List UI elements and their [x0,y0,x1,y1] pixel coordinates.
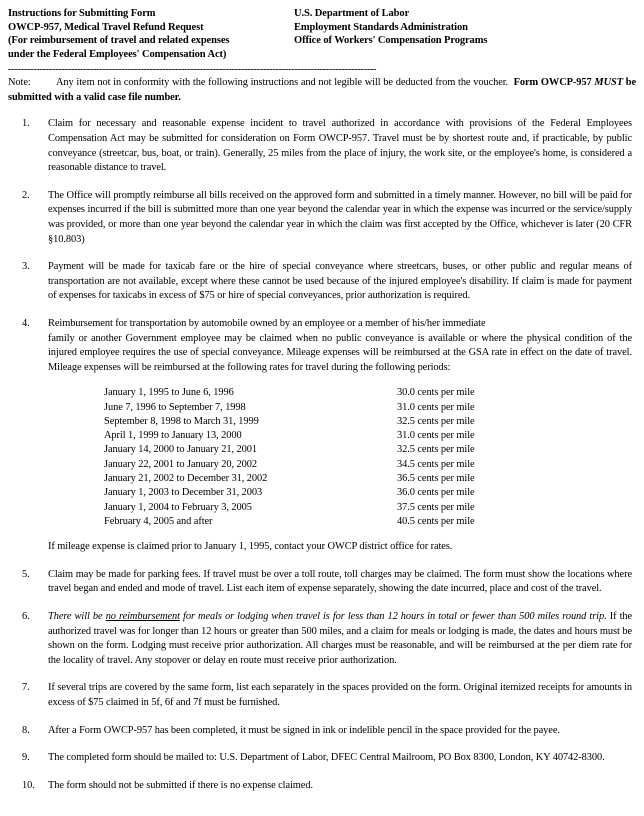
note-period: . [178,91,181,103]
rate-value: 32.5 cents per mile [397,444,475,456]
item-text-2: The Office will promptly reimburse all bills received on the approved form and submitted in a timely manner. However, no bill will be paid for expenses incurred if the bill is submitted more than one year beyond the calendar year in which the expense was incurred or the service/supply was provided, or more than one year beyond the calendar year in which the claim was first accepted by the Office, whichever is later (20 CFR §10.803) [48,189,632,245]
item-text-7: If several trips are covered by the same form, list each separately in the spaces provided on the form. Original itemized receipts for amounts in excess of $75 claimed in 5f, 6f and 7f must be furnished. [48,682,632,708]
item-number-1: 1. [22,118,30,130]
item-text-1: Claim for necessary and reasonable expense incident to travel authorized in accordance with provisions of the Federal Employees Compensation Act may be submitted for consideration on Form OWCP-957. Travel must be by shortest route and, if practicable, by public conveyance (streetcar, bus, boat, or train). Generally, 25 miles from the place of injury, the work site, or the employee's home, is considered a reasonable distance to travel. [48,118,632,174]
header-right-column [294,7,636,48]
instruction-item-6 [8,610,636,668]
note-form-number: Form OWCP-957 [513,77,592,89]
table-row [104,443,475,457]
rate-period: February 4, 2005 and after [104,515,213,527]
mileage-rate-footnote: If mileage expense is claimed prior to January 1, 1995, contact your OWCP district office for rates. [48,541,453,553]
item-text-3: Payment will be made for taxicab fare or the hire of special conveyance where streetcars, buses, or other public and regular means of transportation are not available, except where these cannot be used because of the injured employee's disability. If claim is made for payment of expenses for taxicabs in excess of $75 or hire of special conveyances, prior authorization is required. [48,261,632,302]
table-row [104,472,475,486]
table-row [104,486,475,500]
instruction-item-2 [8,189,636,247]
rate-period: January 14, 2000 to January 21, 2001 [104,444,257,456]
instruction-item-4 [8,317,636,555]
item-text-4 [48,317,636,555]
mileage-rate-table [104,386,475,529]
table-row [104,386,475,400]
note-text: Any item not in conformity with the following instructions and not legible will be deducted from the voucher. [56,77,509,89]
table-row [104,401,475,415]
dashed-divider: --------------------------------------------------------------------------------------------------------------------- [8,65,377,75]
item-number-2: 2. [22,189,30,201]
item-number-7: 7. [22,682,30,694]
note-must-emphasis: MUST [594,77,623,89]
rate-value: 34.5 cents per mile [397,458,475,470]
header-left-column [8,7,294,61]
header-left-line-3: (For reimbursement of travel and related expenses [8,35,230,47]
instruction-item-3 [8,260,636,304]
item-number-6: 6. [22,611,30,623]
note-paragraph [8,76,636,105]
item-6-body-text: If the authorized travel was for longer than 12 hours or greater than 500 miles, and a claim for meals or lodging is made, the dates and hours must be shown on the form. Lodging must receive prior authorization. All charges must be reasonable, and will be reimbursed at the per diem rate for the locality of travel. Any stopover or delay en route must receive prior authorization. [48,611,633,666]
rate-period: April 1, 1999 to January 13, 2000 [104,430,242,442]
rate-value: 31.0 cents per mile [397,430,475,442]
rate-value: 36.0 cents per mile [397,487,475,499]
agency-name: U.S. Department of Labor [294,8,410,19]
rate-period: September 8, 1998 to March 31, 1999 [104,415,259,427]
instruction-item-1 [8,117,636,175]
table-row [104,429,475,443]
rate-period: January 1, 2003 to December 31, 2003 [104,487,263,499]
instruction-item-9 [8,751,636,766]
note-label: Note: [8,77,31,89]
rate-period: January 1, 1995 to June 6, 1996 [104,387,234,399]
table-row [104,515,475,529]
table-row [104,415,475,429]
item-number-8: 8. [22,724,30,736]
item-number-4: 4. [22,317,30,329]
instruction-item-10 [8,779,636,794]
item-text-9: The completed form should be mailed to: U.S. Department of Labor, DFEC Central Mailroom, PO Box 8300, London, KY 40742-8300. [48,752,605,764]
table-row [104,458,475,472]
mileage-rate-table-body [104,386,475,529]
instruction-item-5 [8,568,636,597]
instruction-item-7 [8,681,636,710]
item-6-underlined-emphasis: no reimbursement [105,611,180,623]
document-header [8,7,636,61]
header-left-line-4: under the Federal Employees' Compensation Act) [8,48,227,60]
item-4-remaining-text: family or another Government employee may be claimed when no public conveyance is available or where the physical condition of the injured employee requires the use of special conveyance. Mileage expenses will be reimbursed at the GSA rate in effect on the date of travel. Mileage expenses will be reimbursed at the following rates for travel during the following periods: [48,332,632,373]
table-row [104,501,475,515]
rate-period: June 7, 1996 to September 7, 1998 [104,401,246,413]
header-left-line-2: OWCP-957, Medical Travel Refund Request [8,21,204,33]
item-text-5: Claim may be made for parking fees. If travel must be over a toll route, toll charges may be claimed. The form must show the locations where travel began and ended and mode of travel. List each item of expense separately, showing the date incurred, place and cost of the travel. [48,568,632,595]
header-left-line-1: Instructions for Submitting Form [8,8,156,19]
item-6-italic-lead: There will be [48,611,106,623]
instruction-item-8 [8,724,636,739]
item-number-5: 5. [22,568,30,580]
rate-period: January 22, 2001 to January 20, 2002 [104,458,257,470]
item-number-9: 9. [22,752,30,764]
item-6-italic-rest: for meals or lodging when travel is for less than 12 hours in total or fewer than 500 miles round trip. [179,611,607,623]
item-number-10: 10. [22,779,35,791]
rate-period: January 21, 2002 to December 31, 2002 [104,473,268,485]
rate-value: 30.0 cents per mile [397,387,475,399]
divider-container [8,65,636,74]
administration-name: Employment Standards Administration [294,21,468,33]
rate-value: 31.0 cents per mile [397,401,475,413]
item-text-6 [48,610,636,668]
rate-value: 32.5 cents per mile [397,415,475,427]
item-text-10: The form should not be submitted if there is no expense claimed. [48,779,313,791]
item-4-first-line: Reimbursement for transportation by automobile owned by an employee or a member of his/her immediate [48,317,486,329]
item-number-3: 3. [22,261,30,273]
item-text-8: After a Form OWCP-957 has been completed, it must be signed in ink or indelible pencil in the space provided for the payee. [48,724,560,736]
rate-value: 40.5 cents per mile [397,515,475,527]
rate-period: January 1, 2004 to February 3, 2005 [104,501,252,513]
rate-value: 36.5 cents per mile [397,473,475,485]
rate-value: 37.5 cents per mile [397,501,475,513]
office-name: Office of Workers' Compensation Programs [294,35,488,47]
note-requirement: be submitted with a valid case file number [8,77,636,103]
instructions-list [8,117,636,793]
